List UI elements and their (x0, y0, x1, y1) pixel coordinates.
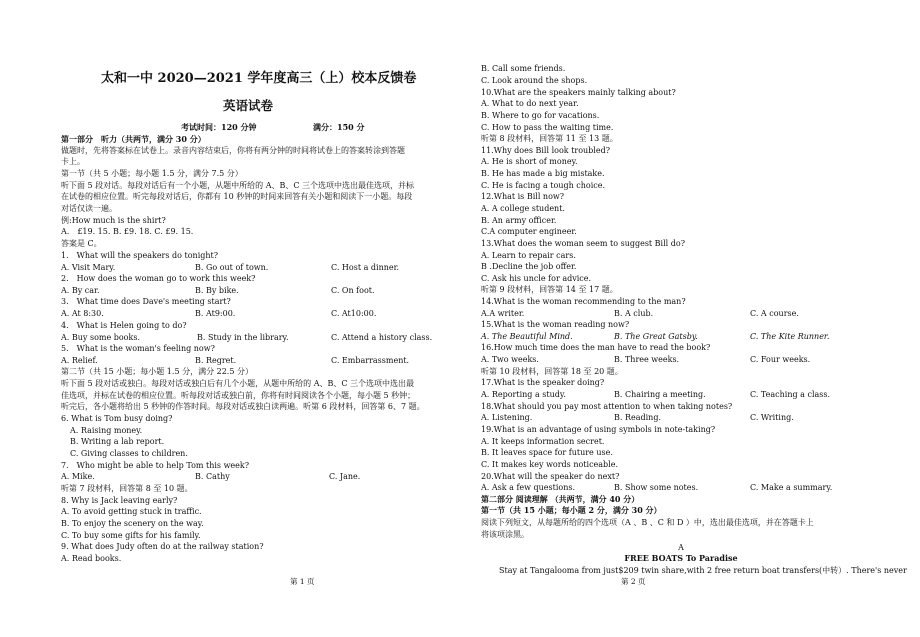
listen-instruction: 听第 10 段材料，回答第 18 至 20 题。 (481, 367, 623, 376)
section2-intro-line: 听完后，各小题将给出 5 秒钟的作答时间。每段对话或独白读两遍。听第 6 段材料，回答第 6、7 题。 (61, 402, 425, 411)
exam-subtitle: 英语试卷 (223, 98, 274, 113)
example-options: A. £19. 15. B. £9. 18. C. £9. 15. (61, 227, 194, 236)
option-a: A. Buy some books. (61, 333, 140, 342)
section1-intro-line: 对话仅读一遍。 (61, 204, 117, 213)
option-a: A. Mike. (61, 472, 95, 481)
section2-heading: 第二节（共 15 小题；每小题 1.5 分，满分 22.5 分） (61, 367, 253, 376)
question-18-options (481, 412, 881, 423)
text-line: A. Learn to repair cars. (481, 251, 576, 260)
part2-section1-heading: 第一节（共 15 小题；每小题 2 分，满分 30 分） (481, 505, 662, 515)
option-b: B. Chairing a meeting. (614, 390, 706, 399)
text-line: 听第 8 段材料，回答第 11 至 13 题。 (481, 134, 618, 143)
text-line: C. He is facing a tough choice. (481, 181, 606, 190)
text-line: B. He has made a big mistake. (481, 169, 605, 178)
question-9: 9. What does Judy often do at the railway station? (61, 542, 264, 551)
option-b: B. Show some notes. (614, 483, 699, 492)
section1-intro-line: 听下面 5 段对话。每段对话后有一个小题，从题中所给的 A、B、C 三个选项中选出最佳选项，并标 (61, 181, 415, 190)
part2-intro-line: 将该项涂黑。 (481, 530, 529, 539)
option-a: A. The Beautiful Mind. (481, 332, 573, 341)
section1-heading: 第一节（共 5 小题；每小题 1.5 分，满分 7.5 分） (61, 169, 243, 178)
option-c: C. The Kite Runner. (750, 332, 830, 341)
option-c: C. On foot. (331, 286, 375, 295)
option-b: B. A club. (614, 309, 654, 318)
text-line: B. Call some friends. (481, 64, 566, 73)
question-5-options (61, 355, 461, 366)
exam-time: 考试时间：120 分钟 (181, 122, 257, 132)
question-18: 18.What should you pay most attention to when taking notes? (481, 402, 733, 411)
option-b: B. To enjoy the scenery on the way. (61, 519, 204, 528)
part2-heading: 第二部分 阅读理解 （共两节，满分 40 分） (481, 494, 640, 504)
option-c: C. Giving classes to children. (70, 449, 188, 458)
text-line: 11.Why does Bill look troubled? (481, 146, 610, 155)
text-line: C. Look around the shops. (481, 76, 588, 85)
option-c: C. Embarrassment. (331, 356, 410, 365)
passage-title: FREE BOATS To Paradise (624, 553, 738, 563)
option-b: B. Regret. (195, 356, 237, 365)
option-c: C. At10:00. (331, 309, 377, 318)
question-17: 17.What is the speaker doing? (481, 378, 605, 387)
option-a: A.A writer. (481, 309, 525, 318)
option-a: A. It keeps information secret. (481, 437, 605, 446)
option-b: B. Writing a lab report. (70, 437, 165, 446)
question-5: 5. What is the woman's feeling now? (61, 344, 215, 353)
option-a: A. By car. (61, 286, 100, 295)
text-line: 14.What is the woman recommending to the man? (481, 297, 686, 306)
instruction-line: 做题时，先将答案标在试卷上。录音内容结束后，你将有两分钟的时间将试卷上的答案转涂到答题 (61, 146, 405, 155)
question-7-options (61, 471, 461, 482)
question-3-options (61, 308, 461, 319)
page-number: 第 1 页 (290, 577, 315, 586)
option-c: C. Four weeks. (750, 355, 811, 364)
option-a: A. Visit Mary. (61, 263, 116, 272)
question-16: 16.How much time does the man have to read the book? (481, 343, 711, 352)
instruction-line: 卡上。 (61, 157, 85, 166)
option-b: B. Study in the library. (197, 333, 289, 342)
option-a: A. To avoid getting stuck in traffic. (61, 507, 202, 516)
text-line: A. What to do next year. (481, 99, 579, 108)
question-4: 4. What is Helen going to do? (61, 321, 187, 330)
question-2-options (61, 285, 461, 296)
text-line: A. A college student. (481, 204, 565, 213)
part1-heading: 第一部分 听力（共两节，满分 30 分） (61, 134, 206, 144)
question-19: 19.What is an advantage of using symbols in note-taking? (481, 425, 716, 434)
option-c: C. A course. (750, 309, 799, 318)
question-17-options (481, 389, 881, 400)
text-line: B. An army officer. (481, 216, 557, 225)
option-a: A. Two weeks. (481, 355, 539, 364)
option-b: B. By bike. (195, 286, 239, 295)
text-line: 听第 9 段材料，回答第 14 至 17 题。 (481, 285, 618, 294)
question-3: 3. What time does Dave's meeting start? (61, 297, 231, 306)
text-line: C. How to pass the waiting time. (481, 123, 614, 132)
option-c: C. It makes key words noticeable. (481, 460, 619, 469)
question-15: 15.What is the woman reading now? (481, 320, 630, 329)
option-a: A. Relief. (61, 356, 98, 365)
text-line: B .Decline the job offer. (481, 262, 577, 271)
option-c: C. Make a summary. (750, 483, 833, 492)
option-b: B. It leaves space for future use. (481, 448, 613, 457)
part2-intro-line: 阅读下列短文，从每题所给的四个选项（A 、B 、C 和 D ）中，选出最佳选项，并在答题卡上 (481, 518, 814, 527)
option-c: C. Attend a history class. (331, 333, 433, 342)
option-c: C. To buy some gifts for his family. (61, 531, 201, 540)
option-c: C. Host a dinner. (331, 263, 400, 272)
passage-first-line: Stay at Tangalooma from just$209 twin share,with 2 free return boat transfers(中转）. There's never (499, 566, 907, 575)
option-b: B. The Great Gatsby. (614, 332, 698, 341)
option-b: B. At9:00. (195, 309, 236, 318)
question-4-options (61, 332, 461, 343)
question-7: 7. Who might be able to help Tom this week? (61, 461, 250, 470)
text-line: 13.What does the woman seem to suggest Bill do? (481, 239, 686, 248)
page-number: 第 2 页 (621, 577, 646, 586)
question-15-options (481, 331, 881, 342)
question-1: 1. What will the speakers do tonight? (61, 251, 219, 260)
option-b: B. Go out of town. (195, 263, 269, 272)
exam-score: 满分：150 分 (313, 122, 365, 132)
question-20-options (481, 482, 881, 493)
section1-intro-line: 在试卷的相应位置。听完每段对话后，你都有 10 秒钟的时间来回答有关小题和阅读下一小题。每段 (61, 192, 413, 201)
option-a: A. Reporting a study. (481, 390, 566, 399)
text-line: B. Where to go for vacations. (481, 111, 600, 120)
option-c: C. Jane. (329, 472, 361, 481)
question-1-options (61, 262, 461, 273)
question-6: 6. What is Tom busy doing? (61, 414, 173, 423)
option-a: A. Listening. (481, 413, 533, 422)
text-line: 10.What are the speakers mainly talking about? (481, 88, 676, 97)
option-b: B. Cathy (195, 472, 230, 481)
option-c: C. Teaching a class. (750, 390, 831, 399)
example-question: 例:How much is the shirt? (61, 216, 166, 225)
option-b: B. Three weeks. (614, 355, 680, 364)
question-2: 2. How does the woman go to work this week? (61, 274, 256, 283)
section2-intro-line: 佳选项，并标在试卷的相应位置。听每段对话或独白前，你将有时间阅读各个小题，每小题 5 秒钟； (61, 391, 416, 400)
passage-label: A (678, 543, 684, 552)
text-line: 12.What is Bill now? (481, 192, 565, 201)
text-line: C. Ask his uncle for advice. (481, 274, 592, 283)
question-16-options (481, 354, 881, 365)
option-a: A. Ask a few questions. (481, 483, 576, 492)
option-a: A. Raising money. (70, 426, 143, 435)
exam-title: 太和一中 2020—2021 学年度高三（上）校本反馈卷 (101, 71, 417, 86)
option-c: C. Writing. (750, 413, 794, 422)
listen-instruction: 听第 7 段材料，回答第 8 至 10 题。 (61, 484, 193, 493)
text-line: A. He is short of money. (481, 157, 578, 166)
question-14-options (481, 308, 881, 319)
text-line: C.A computer engineer. (481, 227, 577, 236)
question-20: 20.What will the speaker do next? (481, 472, 620, 481)
option-a: A. At 8:30. (61, 309, 104, 318)
section2-intro-line: 听下面 5 段对话或独白。每段对话或独白后有几个小题，从题中所给的 A、B、C 三个选项中选出最 (61, 379, 415, 388)
option-a: A. Read books. (61, 554, 122, 563)
option-b: B. Reading. (614, 413, 661, 422)
question-8: 8. Why is Jack leaving early? (61, 496, 178, 505)
example-answer: 答案是 C。 (61, 239, 102, 248)
